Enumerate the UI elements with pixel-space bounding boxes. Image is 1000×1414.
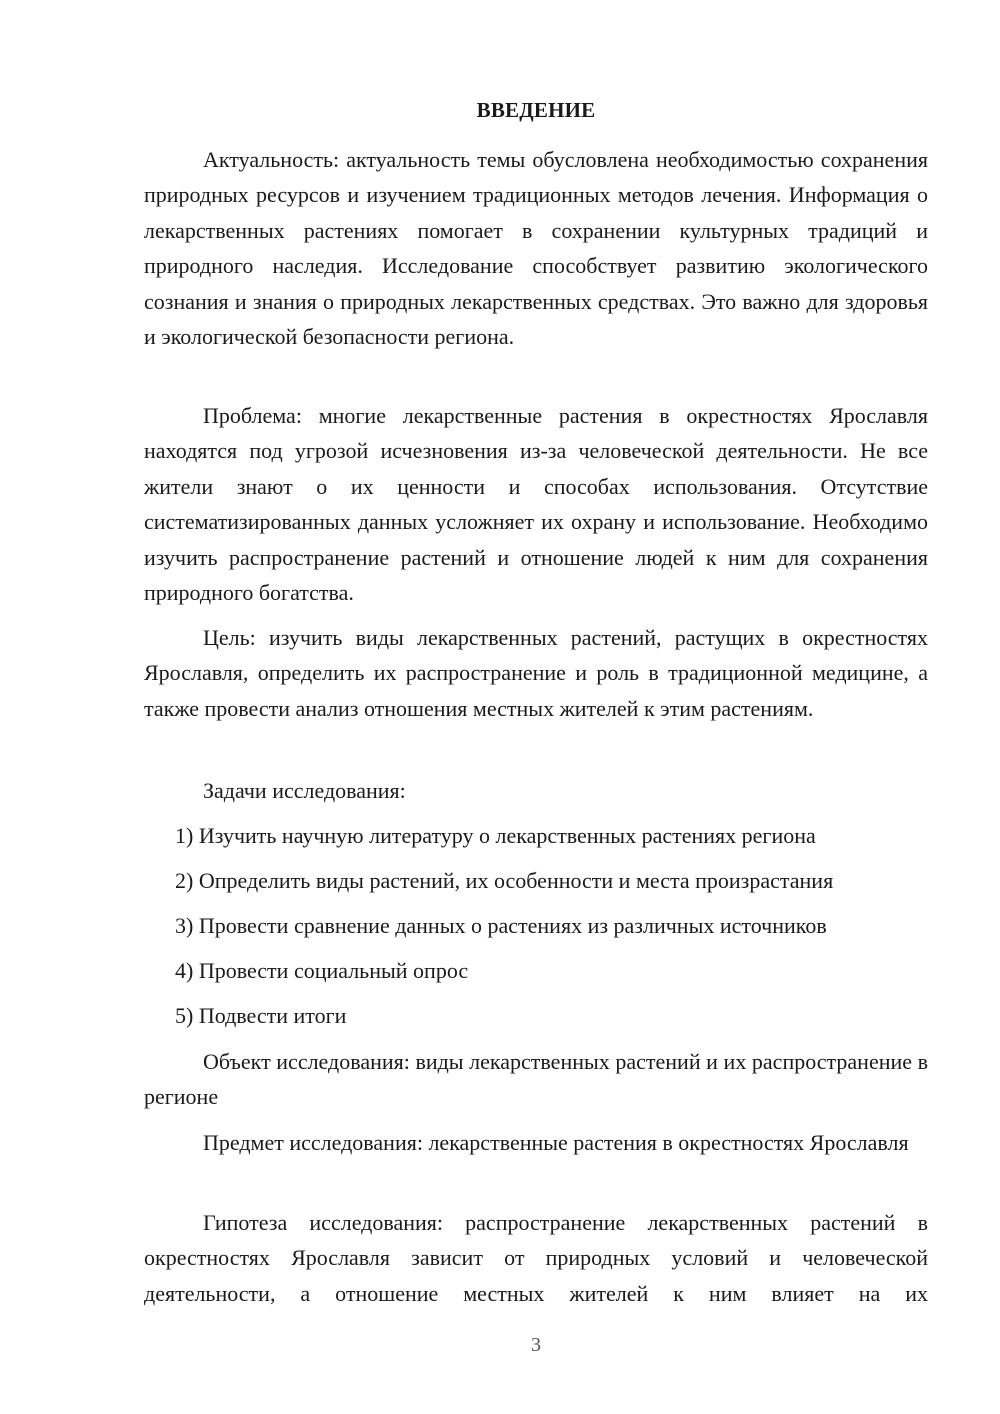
task-item-4: 4) Провести социальный опрос	[175, 958, 469, 983]
section-title: ВВЕДЕНИЕ	[476, 98, 596, 122]
paragraph-relevance: Актуальность: актуальность темы обусловлена необходимостью сохранения природных ресурсов и изучением традиционных методов лечения. Информация о лекарственных растениях помогает в сохранении культурных традиций и природного наследия. Исследование способствует развитию экологического сознания и знания о природных лекарственных средствах. Это важно для здоровья и экологической безопасности региона.	[144, 147, 928, 350]
paragraph-problem: Проблема: многие лекарственные растения в окрестностях Ярославля находятся под угрозой исчезновения из-за человеческой деятельности. Не все жители знают о их ценности и способах использования. Отсутствие систематизированных данных усложняет их охрану и использование. Необходимо изучить распространение растений и отношение людей к ним для сохранения природного богатства.	[144, 403, 928, 606]
paragraph-object: Объект исследования: виды лекарственных растений и их распространение в регионе	[144, 1049, 928, 1110]
task-item-2: 2) Определить виды растений, их особенности и места произрастания	[175, 868, 834, 893]
hypothesis-block	[144, 1205, 928, 1313]
task-item-1: 1) Изучить научную литературу о лекарственных растениях региона	[175, 823, 816, 848]
task-item-5: 5) Подвести итоги	[175, 1003, 347, 1028]
task-item-3: 3) Провести сравнение данных о растениях из различных источников	[175, 913, 827, 938]
paragraph-subject: Предмет исследования: лекарственные растения в окрестностях Ярославля	[203, 1130, 909, 1155]
tasks-heading: Задачи исследования:	[203, 778, 406, 803]
page-number: 3	[531, 1334, 541, 1356]
paragraph-goal: Цель: изучить виды лекарственных растений, растущих в окрестностях Ярославля, определить их распространение и роль в традиционной медицине, а также провести анализ отношения местных жителей к этим растениям.	[144, 625, 928, 721]
paragraph-hypothesis: Гипотеза исследования: распространение лекарственных растений в окрестностях Ярославля зависит от природных условий и человеческой деятельности, а отношение местных жителей к ним влияет на их	[144, 1210, 928, 1306]
